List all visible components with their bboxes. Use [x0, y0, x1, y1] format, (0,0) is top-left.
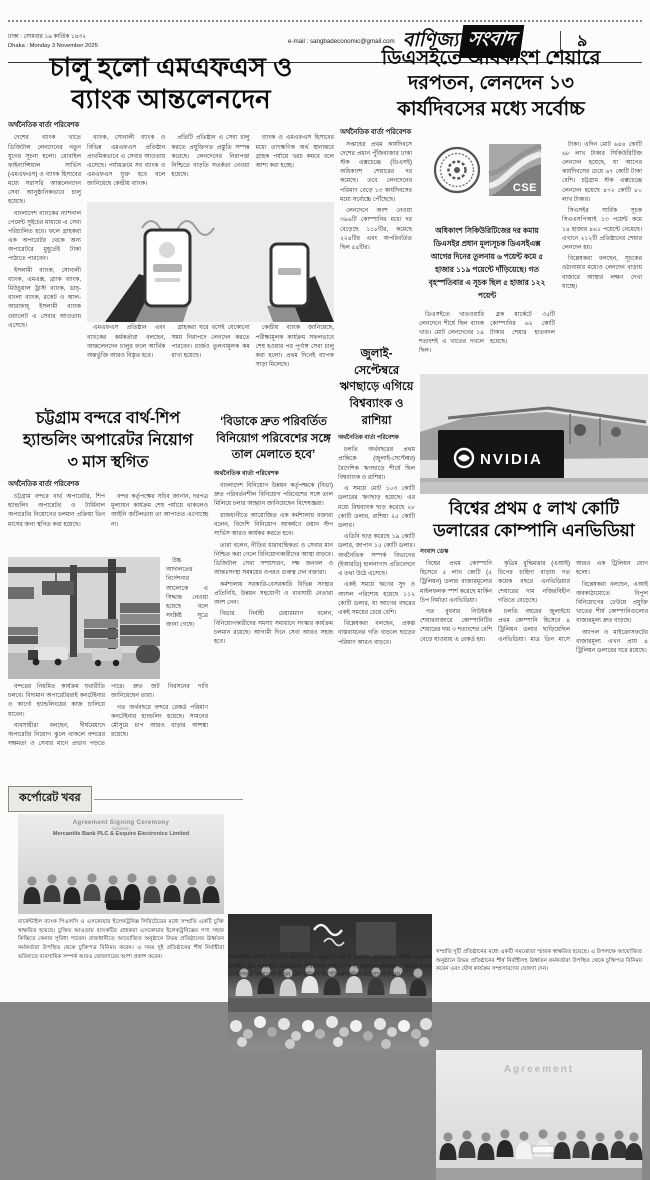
article-nvidia-headline: বিশ্বের প্রথম ৫ লাখ কোটি ডলারের কোম্পানি এনভিডিয়া — [433, 499, 635, 541]
photo3-backdrop-text: Agreement — [503, 1064, 575, 1075]
nvidia-headquarters-photo — [420, 374, 648, 494]
photo3-caption: সম্প্রতি দুটি প্রতিষ্ঠানের মধ্যে একটি সমঝোতা স্মারক স্বাক্ষরিত হয়েছে। এ উপলক্ষে আয়োজিত অনুষ্ঠানে উভয় প্রতিষ্ঠানের শীর্ষ নির্বাহীসহ ঊর্ধ্বতন কর্মকর্তারা উপস্থিত থেকে চুক্তিপত্র বিনিময় করেন এবং যৌথ কার্যক্রম সম্প্রসারণের ঘোষণা দেন। — [436, 949, 642, 973]
article-port-headline: চট্টগ্রাম বন্দরে বার্থ-শিপ হ্যান্ডলিং অপারেটর নিয়োগ ৩ মাস স্থগিত — [23, 410, 193, 472]
nvidia-sign-text: NVIDIA — [480, 451, 543, 468]
date-english: Dhaka : Monday 3 November 2025 — [8, 42, 98, 49]
masthead-word-2: সংবাদ — [459, 25, 524, 58]
article-port-byline: অর্থনৈতিক বার্তা পরিবেশক — [8, 481, 80, 489]
photo3-people — [436, 1094, 642, 1180]
masthead-word-1: বাণিজ্য — [402, 29, 459, 51]
article-bida-body: বাংলাদেশ বিনিয়োগ উন্নয়ন কর্তৃপক্ষকে (বিডা) দ্রুত পরিবর্তনশীল বিনিয়োগ পরিবেশের সঙ্গে তাল মিলিয়ে চলার আহ্বান জানিয়েছেন বিশেষজ্ঞরা। রাজধানীতে আয়োজিত এক কর্মশালায় বক্তারা বলেন, বিদেশি বিনিয়োগ আকর্ষণে ওয়ান স্টপ সার্ভিস আরও কার্যকর করতে হবে। তারা বলেন, নীতির ধারাবাহিকতা ও সেবার মান নিশ্চিত করা গেলে বিনিয়োগকারীদের আস্থা বাড়বে। ডিজিটাল সেবা সম্প্রসারণ, দক্ষ জনবল ও আন্তঃসংস্থা সমন্বয়ের ওপরও গুরুত্ব দেন বক্তারা। কর্মশালায় সরকারি-বেসরকারি বিভিন্ন সংস্থার প্রতিনিধি, উন্নয়ন সহযোগী ও ব্যবসায়ী নেতারা অংশ নেন। বিডার নির্বাহী চেয়ারম্যান বলেন, বিনিয়োগকারীদের সমস্যা সমাধানে সংস্কার কার্যক্রম চলমান রয়েছে। আগামী দিনে সেবা আরও সহজ হবে। — [214, 483, 333, 645]
dateline — [8, 33, 158, 50]
article-loans-byline: অর্থনৈতিক বার্তা পরিবেশক — [338, 435, 399, 442]
article-mfs-top-band: ব্যাংক, সোনালী ব্যাংক ও বিভিন্ন এমএফএস প্রতিষ্ঠান প্রাথমিকভাবে এ সেবার আওতায় এসেছে। পর্যায়ক্রমে সব ব্যাংক ও এমএফএস যুক্ত হবে বলে জানিয়েছে কেন্দ্রীয় ব্যাংক। প্রতিটি প্রতিষ্ঠান এ সেবা চালু করতে প্রযুক্তিগত প্রস্তুতি সম্পন্ন করেছে। লেনদেনের নিরাপত্তা নিশ্চিতে বাড়তি সতর্কতা নেওয়া হয়েছে। ব্যাংক ও এমএফএস হিসাবের মধ্যে তাৎক্ষণিক অর্থ স্থানান্তরে গ্রাহক পর্যায়ে খরচ কমবে বলে আশা করা হচ্ছে। — [87, 135, 334, 187]
date-bengali: ঢাকা : সোমবার ১৯ কার্তিক ১৪৩২ — [8, 33, 86, 40]
article-port-top-band: চট্টগ্রাম বন্দরে বার্থ অপারেটর, শিপ হ্যান্ডলিং অপারেটর ও টার্মিনাল অপারেটর নিয়োগের চলমান প্রক্রিয়া তিন মাসের জন্য স্থগিত করা হয়েছে। বন্দর কর্তৃপক্ষের সচিব জানান, দরপত্র মূল্যায়ন কার্যক্রম শেষ পর্যায়ে থাকলেও আইনি জটিলতায় তা আপাতত এগোচ্ছে না। — [8, 494, 208, 528]
article-mfs-headline: চালু হলো এমএফএস ও ব্যাংক আন্তলেনদেন — [49, 52, 293, 114]
exchange-logos — [419, 141, 555, 199]
article-nvidia-byline: সংবাদ ডেস্ক — [420, 548, 449, 556]
article-dse-pull-quote: অধিকাংশ সিকিউরিটিজের দর কমায় ডিএসইর প্রধান মূল্যসূচক ডিএসইএক্স আগের দিনের তুলনায় ৬ পয়েন্ট কমে ৫ হাজার ১১৯ পয়েন্টে দাঁড়িয়েছে। গত বৃহস্পতিবার এ সূচক ছিল ৫ হাজার ১২২ পয়েন্ট — [428, 226, 546, 300]
article-bida-byline: অর্থনৈতিক বার্তা পরিবেশক — [214, 470, 279, 478]
photo2-caption: রাজধানীর একটি হোটেলে আয়োজিত অনুষ্ঠানে একটি আর্থিক প্রতিষ্ঠানের বার্ষিক সম্মেলন অনুষ্ঠিত হয়। সম্মেলনে প্রতিষ্ঠানের পরিচালনা পর্ষদের সদস্য, ঊর্ধ্বতন কর্মকর্তা ও বিভিন্ন শাখার ব্যবস্থাপকরা অংশগ্রহণ করেন এবং ভবিষ্যৎ কর্মপরিকল্পনা নিয়ে আলোচনা করেন। — [228, 955, 432, 979]
cse-logo-icon — [489, 144, 541, 196]
corporate-news-title: কর্পোরেট খবর — [8, 786, 92, 812]
container-port-photo — [8, 557, 160, 679]
article-foreign-loans — [338, 346, 415, 814]
article-dse-market — [340, 46, 642, 383]
photo2-flowers — [230, 1016, 432, 1049]
article-dse-column-b: টাকা। এদিন মোট ৬৪৪ কোটি ৬৮ লাখ টাকার সিকিউরিটিজ লেনদেন হয়েছে, যা আগের কার্যদিবসের চেয়ে ৬৭ কোটি টাকা বেশি। চট্টগ্রাম স্টক এক্সচেঞ্জে লেনদেন হয়েছে ৪৭২ কোটি ৮০ লাখ টাকার। সিএসইর সার্বিক সূচক সিএএসপিআই ১৩ পয়েন্ট কমে ১৪ হাজার ৪৬১ পয়েন্টে নেমেছে। এখানে ২১২টি প্রতিষ্ঠানের শেয়ার লেনদেন হয়। বিশ্লেষকরা বলছেন, সূচকের ওঠানামার মধ্যেও লেনদেন বাড়ায় বাজারে আস্থার লক্ষণ দেখা যাচ্ছে। — [562, 142, 642, 290]
article-port-bottom-band: বন্দরের নিয়মিত কার্যক্রম যথারীতি চলবে। বিদ্যমান অপারেটররাই কনটেইনার ও কার্গো হ্যান্ডলিংয়ের কাজ চালিয়ে যাবেন। ব্যবসায়ীরা বলছেন, দীর্ঘমেয়াদে অপারেটর নিয়োগ ঝুলে থাকলে বন্দরের সক্ষমতা ও সেবার মানে প্রভাব পড়তে পারে। দ্রুত জট নিরসনের দাবি জানিয়েছেন তারা। গত অর্থবছরে বন্দরে রেকর্ড পরিমাণ কনটেইনার হ্যান্ডলিং হয়েছে। সামনের মৌসুমে চাপ আরও বাড়ার আশঙ্কা রয়েছে। — [8, 684, 208, 748]
page-number: ৯ — [577, 33, 588, 50]
article-mfs-interoperability — [8, 52, 334, 402]
article-dse-mid-columns: ডিএসইতে খাতওয়ারি লেনদেনে শীর্ষে ছিল ব্যাংক খাত। মোট লেনদেনের ১৯ শতাংশই এ খাতের দখলে ছিল। ব্লক মার্কেটে ৩৫টি কোম্পানির ৬২ কোটি টাকার শেয়ার হাতবদল হয়েছে। — [419, 311, 555, 355]
photo1-people — [18, 848, 224, 914]
email-address: e-mail : sangbadeconomic@gmail.com — [288, 38, 395, 45]
article-nvidia-body: বিশ্বের প্রথম কোম্পানি হিসেবে ৫ লাখ কোটি (৫ ট্রিলিয়ন) ডলার বাজারমূল্যের মাইলফলক স্পর্শ করেছে মার্কিন চিপ নির্মাতা এনভিডিয়া। গত বুধবার নিউইয়র্ক শেয়ারবাজারে কোম্পানিটির শেয়ারের দাম ৩ শতাংশের বেশি বেড়ে যাওয়ায় এ রেকর্ড হয়। কৃত্রিম বুদ্ধিমত্তার (এআই) চিপের চাহিদা বাড়ায় গত কয়েক বছরে এনভিডিয়ার শেয়ারের দাম নজিরবিহীন গতিতে বেড়েছে। চলতি বছরের জুলাইয়ে প্রথম কোম্পানি হিসেবে ৪ ট্রিলিয়ন ডলার ছাড়িয়েছিল এনভিডিয়া। মাত্র তিন মাসে আরও এক ট্রিলিয়ন যোগ হলো। বিশ্লেষকরা বলছেন, এআই অবকাঠামোতে বিপুল বিনিয়োগের ঢেউয়ে প্রযুক্তি খাতের শীর্ষ কোম্পানিগুলোর বাজারমূল্য দ্রুত বাড়ছে। অ্যাপল ও মাইক্রোসফটের বাজারমূল্য এখন প্রায় ৪ ট্রিলিয়ন ডলারের ঘরে রয়েছে। — [420, 561, 648, 655]
photo1-caption: মার্কেন্টাইল ব্যাংক পিএলসি ও এসকোয়ার ইলেকট্রনিক্স লিমিটেডের মধ্যে সম্প্রতি একটি চুক্তি স্বাক্ষরিত হয়েছে। চুক্তির আওতায় ব্যাংকটির গ্রাহকরা এসকোয়ার ইলেকট্রনিক্সের পণ্য সহজ কিস্তিতে কেনার সুবিধা পাবেন। রাজধানীতে আয়োজিত অনুষ্ঠানে উভয় প্রতিষ্ঠানের ঊর্ধ্বতন কর্মকর্তারা উপস্থিত থেকে চুক্তিপত্র বিনিময় করেন। এ সময় দুই প্রতিষ্ঠানের শীর্ষ নির্বাহীরা ভবিষ্যতে ব্যবসায়িক সম্পর্ক আরও জোরদারের আশা প্রকাশ করেন। — [18, 919, 224, 960]
article-dse-headline: ডিএসইতে অধিকাংশ শেয়ারে দরপতন, লেনদেন ১৩ কার্যদিবসের মধ্যে সর্বোচ্চ — [381, 47, 601, 120]
article-mfs-byline: অর্থনৈতিক বার্তা পরিবেশক — [8, 122, 80, 130]
article-bida-investment — [214, 414, 333, 782]
article-bida-headline: ‘বিডাকে দ্রুত পরিবর্তিত বিনিয়োগ পরিবেশের সঙ্গে তাল মেলাতে হবে’ — [216, 416, 331, 462]
corporate-photo-mou — [436, 1050, 642, 1180]
article-port-operators — [8, 408, 208, 787]
article-nvidia — [420, 374, 648, 798]
section-rule — [94, 799, 243, 800]
article-loans-headline: জুলাই-সেপ্টেম্বরে ঋণছাড়ে এগিয়ে বিশ্বব্যাংক ও রাশিয়া — [339, 348, 414, 427]
article-port-side-column: উচ্চ আদালতের নির্দেশনার আলোকে এ সিদ্ধান্ত নেওয়া হয়েছে বলে সংশ্লিষ্ট সূত্রে জানা গেছে। — [166, 558, 208, 628]
article-mfs-bottom-band: এমএফএস প্রতিষ্ঠান এবং ব্যাংকের কর্মকর্তারা বলছেন, আন্তলেনদেন চালুর ফলে আর্থিক অন্তর্ভুক্তি আরও বিস্তৃত হবে। গ্রাহকরা ঘরে বসেই যেকোনো সময় নিরাপদে লেনদেন করতে পারবেন। চার্জও তুলনামূলক কম রাখা হয়েছে। কেন্দ্রীয় ব্যাংক জানিয়েছে, পরীক্ষামূলক কার্যক্রম সফলভাবে শেষ হওয়ার পর পূর্ণাঙ্গ সেবা চালু করা হলো। প্রথম দিনেই ব্যাপক সাড়া মিলেছে। — [87, 325, 334, 368]
dse-seal-icon — [433, 146, 481, 194]
mfs-phones-illustration — [87, 202, 334, 322]
article-mfs-column-1: দেশের ব্যাংক খাতে ডিজিটাল লেনদেনের নতুন যুগের সূচনা হলো। মোবাইল ফাইন্যান্সিয়াল সার্ভিস (এমএফএস) ও ব্যাংক হিসাবের মধ্যে সরাসরি আন্তলেনদেন সেবা আনুষ্ঠানিকভাবে চালু হয়েছে। বাংলাদেশ ব্যাংকের ন্যাশনাল পেমেন্ট সুইচের মাধ্যমে এ সেবা পরিচালিত হবে। ফলে গ্রাহকরা এক অপারেটর থেকে অন্য অপারেটরে মুহূর্তেই টাকা পাঠাতে পারবেন। ইসলামী ব্যাংক, সোনালী ব্যাংক, এমএক্স, ব্র্যাক ব্যাংক, মিউচুয়াল ট্রাস্ট ব্যাংক, ডাচ্-বাংলা ব্যাংক, রকেট ও আল-আরাফাহ্ ইসলামী ব্যাংক ওয়ালেট এ সেবার আওতায় এসেছে। — [8, 135, 81, 329]
corporate-photo-agreement-signing — [18, 814, 224, 914]
article-loans-body: চলতি অর্থবছরের প্রথম প্রান্তিকে (জুলাই-সেপ্টেম্বর) বৈদেশিক ঋণছাড়ে শীর্ষে ছিল বিশ্বব্যাংক ও রাশিয়া। এ সময়ে মোট ১০৩ কোটি ডলারের ঋণছাড় হয়েছে। এর মধ্যে বিশ্বব্যাংক ছাড় করেছে ২৮ কোটি ডলার, রাশিয়া ২৫ কোটি ডলার। এডিবি ছাড় করেছে ১৯ কোটি ডলার, জাপান ১৫ কোটি ডলার। অর্থনৈতিক সম্পর্ক বিভাগের (ইআরডি) হালনাগাদ প্রতিবেদনে এ তথ্য উঠে এসেছে। একই সময়ে ঋণের সুদ ও আসল পরিশোধ হয়েছে ১১২ কোটি ডলার, যা আগের বছরের একই সময়ের চেয়ে বেশি। বিশ্লেষকরা বলছেন, প্রকল্প বাস্তবায়নের গতি বাড়লে ছাড়ের পরিমাণ আরও বাড়বে। — [338, 447, 415, 646]
corporate-news-section-header — [8, 786, 243, 812]
article-dse-column-a: সপ্তাহের প্রথম কার্যদিবসে দেশের প্রধান পুঁজিবাজার ঢাকা স্টক এক্সচেঞ্জে (ডিএসই) অধিকাংশ শেয়ারের দর কমেছে। তবে লেনদেনের পরিমাণ বেড়ে ১৩ কার্যদিবসের মধ্যে সর্বোচ্চে পৌঁছেছে। লেনদেনে অংশ নেওয়া ৩৯৬টি কোম্পানির মধ্যে দর বেড়েছে ১১৮টির, কমেছে ২২৪টির এবং অপরিবর্তিত ছিল ৫৪টির। — [340, 142, 412, 251]
article-dse-byline: অর্থনৈতিক বার্তা পরিবেশক — [340, 129, 412, 137]
cse-logo-text: CSE — [512, 182, 537, 195]
photo1-banner: Agreement Signing Ceremony between Mercantile Bank PLC & Esquire Electronics Limited — [52, 820, 190, 837]
